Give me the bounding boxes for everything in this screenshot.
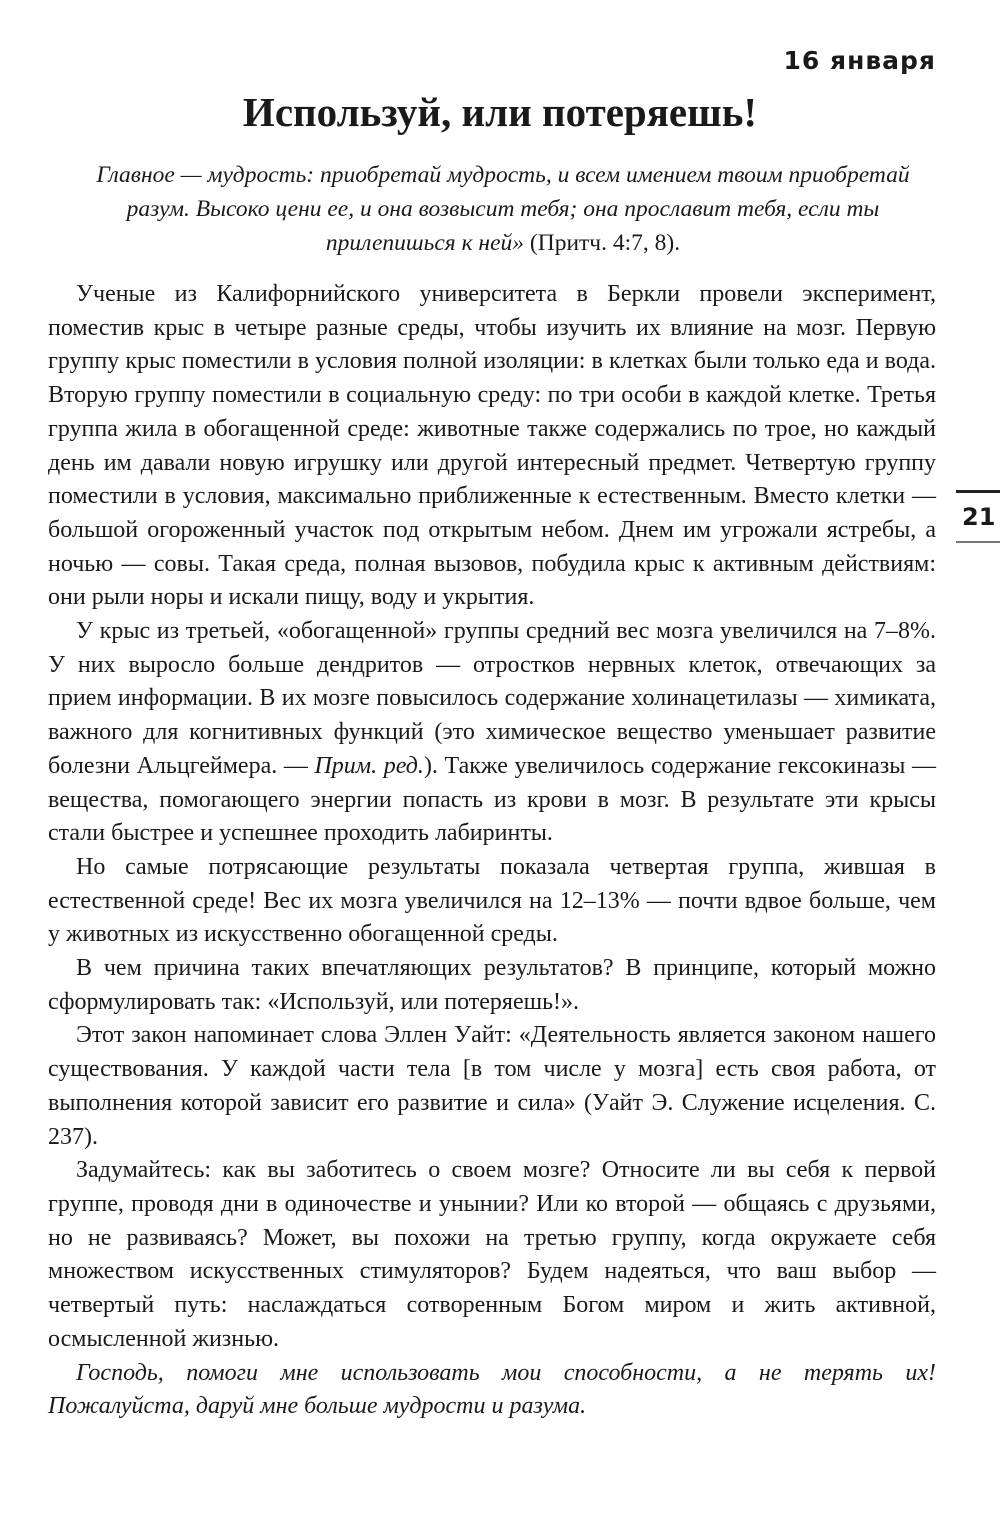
page-date: 16 января [783,46,936,75]
page-title: Используй, или потеряешь! [242,89,758,135]
prayer: Господь, помоги мне использовать мои способности, а не терять их! Пожалуйста, даруй мне больше мудрости и разума. [48,1359,936,1420]
paragraph-text: ). Также увеличилось содержание гексокиназы — вещества, помогающего энергии попасть из крови в мозг. В результате эти крысы стали быстрее и успешнее проходить лабиринты. [48,752,936,847]
epigraph-quote: Главное — мудрость: приобретай мудрость, и всем имением твоим приобретай разум. Высоко цени ее, и она возвысит тебя; она прославит тебя, если ты прилепишься к ней» [96,162,910,256]
page-number-rule-top [956,490,1000,493]
epigraph [68,158,938,260]
paragraph [48,615,936,851]
paragraph: В чем причина таких впечатляющих результатов? В принципе, который можно сформулировать так: «Используй, или потеряешь!». [48,955,936,1015]
epigraph-reference: (Притч. 4:7, 8). [524,230,681,256]
paragraph: Ученые из Калифорнийского университета в Беркли провели эксперимент, поместив крыс в четыре разные среды, чтобы изучить их влияние на мозг. Первую группу крыс поместили в условия полной изоляции: в клетках были только еда и вода. Вторую группу поместили в социальную среду: по три особи в каждой клетке. Третья группа жила в обогащенной среде: животные также содержались по трое, но каждый день им давали новую игрушку или другой интересный предмет. Четвертую группу поместили в условия, максимально приближенные к естественным. Вместо клетки — большой огороженный участок под открытым небом. Днем им угрожали ястребы, а ночью — совы. Такая среда, полная вызовов, побудила крыс к активным действиям: они рыли норы и искали пищу, воду и укрытия. [48,281,936,611]
paragraph-text: У крыс из третьей, «обогащенной» группы средний вес мозга увеличился на 7–8%. У них выросло больше дендритов — отростков нервных клеток, отвечающих за прием информации. В их мозге повысилось содержание холинацетилазы — химиката, важного для когнитивных функций (это химическое вещество уменьшает развитие болезни Альцгеймера. — [48,618,936,779]
page-number: 21 [962,503,996,531]
editor-note: Прим. ред. [314,752,424,779]
paragraph: Этот закон напоминает слова Эллен Уайт: «Деятельность является законом нашего существования. У каждой части тела [в том числе у мозга] есть своя работа, от выполнения которой зависит его развитие и сила» (Уайт Э. Служение исцеления. С. 237). [48,1022,936,1150]
article-body [48,278,936,1424]
page-number-rule-bottom [956,541,1000,543]
paragraph: Но самые потрясающие результаты показала четвертая группа, жившая в естественной среде! Вес их мозга увеличился на 12–13% — почти вдвое больше, чем у животных из искусственно обогащенной среды. [48,853,936,948]
paragraph: Задумайтесь: как вы заботитесь о своем мозге? Относите ли вы себя к первой группе, проводя дни в одиночестве и унынии? Или ко второй — общаясь с друзьями, но не развиваясь? Может, вы похожи на третью группу, когда окружаете себя множеством искусственных стимуляторов? Будем надеяться, что ваш выбор — четвертый путь: наслаждаться сотворенным Богом миром и жить активной, осмысленной жизнью. [48,1157,936,1352]
